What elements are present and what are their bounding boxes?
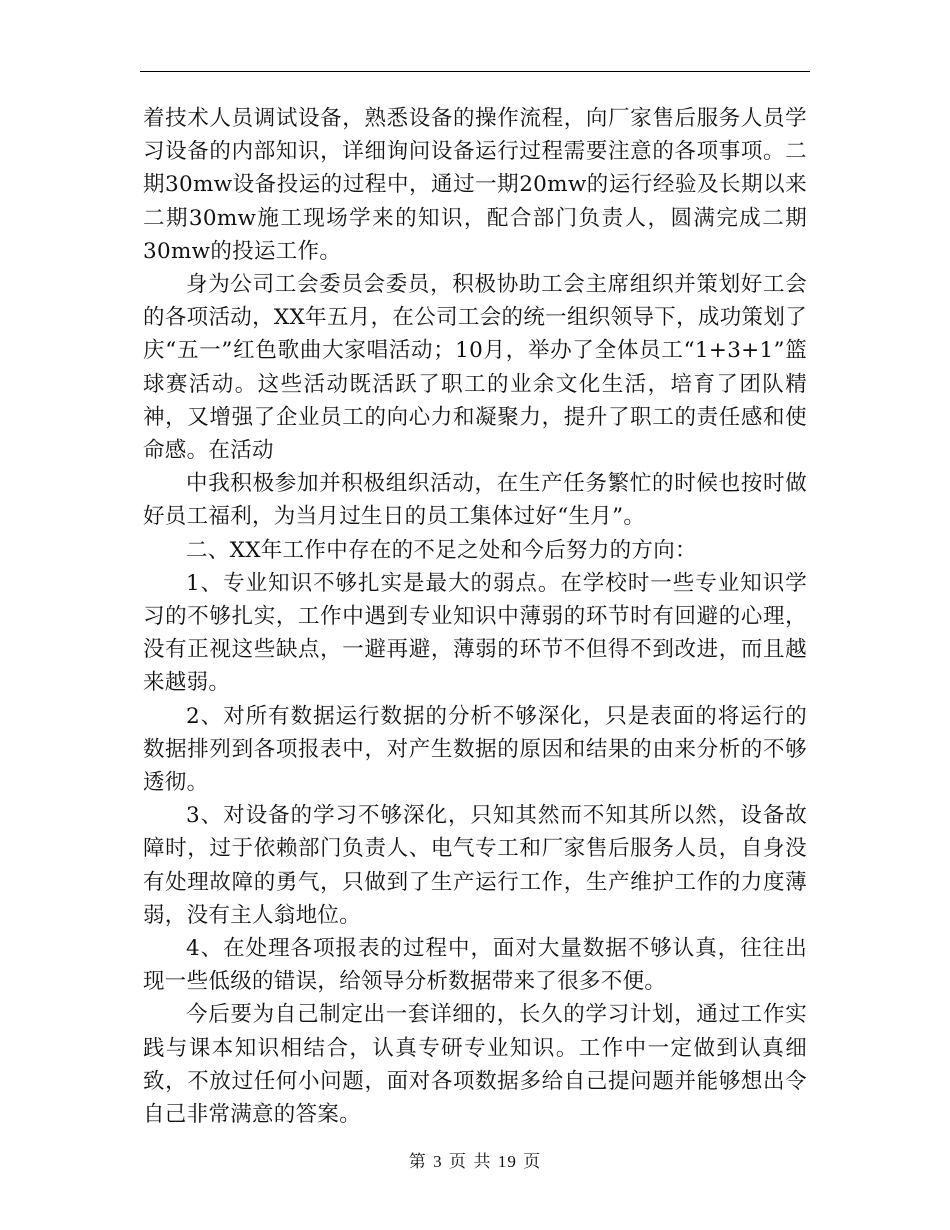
paragraph: 着技术人员调试设备，熟悉设备的操作流程，向厂家售后服务人员学习设备的内部知识，详细询问设备运行过程需要注意的各项事项。二期30mw设备投运的过程中，通过一期20mw的运行经验及长期以来二期30mw施工现场学来的知识，配合部门负责人，圆满完成二期30mw的投运工作。 bbox=[143, 106, 807, 264]
paragraph: 今后要为自己制定出一套详细的，长久的学习计划，通过工作实践与课本知识相结合，认真专研专业知识。工作中一定做到认真细致，不放过任何小问题，面对各项数据多给自己提问题并能够想出令自己非常满意的答案。 bbox=[143, 1002, 807, 1128]
paragraph: 中我积极参加并积极组织活动，在生产任务繁忙的时候也按时做好员工福利，为当月过生日的员工集体过好“生月”。 bbox=[143, 471, 807, 530]
list-item: 4、在处理各项报表的过程中，面对大量数据不够认真，往往出现一些低级的错误，给领导分析数据带来了很多不便。 bbox=[143, 936, 807, 995]
footer-suffix: 页 bbox=[523, 1152, 542, 1172]
list-item: 1、专业知识不够扎实是最大的弱点。在学校时一些专业知识学习的不够扎实，工作中遇到专业知识中薄弱的环节时有回避的心理，没有正视这些缺点，一避再避，薄弱的环节不但得不到改进，而且越来越弱。 bbox=[143, 570, 807, 696]
list-item: 2、对所有数据运行数据的分析不够深化，只是表面的将运行的数据排列到各项报表中，对产生数据的原因和结果的由来分析的不够透彻。 bbox=[143, 703, 807, 796]
footer-middle: 页 共 bbox=[449, 1152, 492, 1172]
paragraph: 身为公司工会委员会委员，积极协助工会主席组织并策划好工会的各项活动，XX年五月，在公司工会的统一组织领导下，成功策划了庆“五一”红色歌曲大家唱活动；10月，举办了全体员工“1+3+1”篮球赛活动。这些活动既活跃了职工的业余文化生活，培育了团队精神，又增强了企业员工的向心力和凝聚力，提升了职工的责任感和使命感。在活动 bbox=[143, 272, 807, 464]
page-footer bbox=[0, 1150, 950, 1174]
total-pages-number: 19 bbox=[497, 1152, 517, 1171]
list-item: 3、对设备的学习不够深化，只知其然而不知其所以然，设备故障时，过于依赖部门负责人、电气专工和厂家售后服务人员，自身没有处理故障的勇气，只做到了生产运行工作，生产维护工作的力度薄弱，没有主人翁地位。 bbox=[143, 803, 807, 928]
footer-prefix: 第 bbox=[408, 1152, 427, 1172]
section-heading: 二、XX年工作中存在的不足之处和今后努力的方向： bbox=[186, 537, 697, 563]
current-page-number: 3 bbox=[433, 1152, 443, 1171]
document-body bbox=[143, 102, 807, 1131]
header-rule bbox=[140, 71, 810, 72]
